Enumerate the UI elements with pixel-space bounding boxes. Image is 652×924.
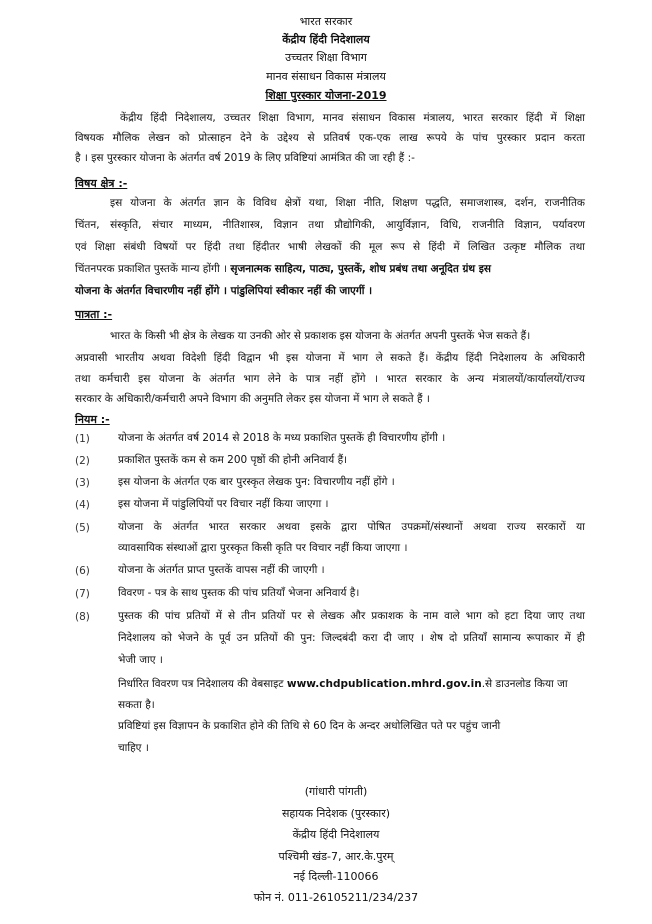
intro-line-2: विषयक मौलिक लेखन को प्रोत्साहन देने के उद्देश्य से प्रतिवर्ष एक-एक लाख रूपये के पांच पुरस्कार प्रदान करता [75, 132, 585, 144]
phone-number: फोन नं. 011-26105211/234/237 [253, 891, 419, 904]
rule-number: (3) [75, 477, 90, 489]
eligibility-line-1: भारत के किसी भी क्षेत्र के लेखक या उनकी ओर से प्रकाशक इस योजना के अंतर्गत अपनी पुस्तकें भेज सकते हैं। [110, 330, 531, 342]
eligibility-line-4: सरकार के अधिकारी/कर्मचारी अपने विभाग की अनुमति लेकर इस योजना में भाग ले सकते हैं । [75, 393, 430, 405]
document-title: शिक्षा पुरस्कार योजना-2019 [265, 89, 387, 102]
eligibility-line-3: तथा कर्मचारी इस योजना के अंतर्गत भाग लेने के पात्र नहीं होंगे । भारत सरकार के अन्य मंत्रालयों/कार्यालयों/राज्य [75, 373, 585, 385]
rule-text: योजना के अंतर्गत वर्ष 2014 से 2018 के मध्य प्रकाशित पुस्तकें ही विचारणीय होंगी । [118, 432, 446, 444]
rule-text: इस योजना में पांडुलिपियों पर विचार नहीं किया जाएगा । [118, 498, 329, 510]
website-link[interactable]: www.chdpublication.mhrd.gov.in [286, 678, 482, 690]
rule-text: भेजी जाए । [118, 654, 163, 666]
rule-text: व्यावसायिक संस्थाओं द्वारा पुरस्कृत किसी कृति पर विचार नहीं किया जाएगा । [118, 542, 408, 554]
rule-number: (8) [75, 611, 90, 623]
rule-text: योजना के अंतर्गत भारत सरकार अथवा इसके द्वारा पोषित उपक्रमों/संस्थानों अथवा राज्य सरकारों या [118, 521, 585, 533]
signatory-name: (गांधारी पांगती) [304, 785, 368, 798]
signatory-office: केंद्रीय हिंदी निदेशालय [292, 828, 380, 841]
header-department: उच्चतर शिक्षा विभाग [285, 51, 367, 64]
subject-line-4-plain: चिंतनपरक प्रकाशित पुस्तकें मान्य होंगी । [75, 263, 228, 275]
signatory-designation: सहायक निदेशक (पुरस्कार) [281, 807, 391, 820]
rule-number: (6) [75, 565, 90, 577]
rule-text: प्रकाशित पुस्तकें कम से कम 200 पृष्ठों की होनी अनिवार्य हैं। [118, 454, 348, 466]
rule-text: विवरण - पत्र के साथ पुस्तक की पांच प्रतियाँ भेजना अनिवार्य है। [118, 587, 360, 599]
deadline-line-1: प्रविष्टियां इस विज्ञापन के प्रकाशित होने की तिथि से 60 दिन के अन्दर अधोलिखित पते पर पहुंच जानी [118, 720, 501, 732]
intro-line-1: केंद्रीय हिंदी निदेशालय, उच्चतर शिक्षा विभाग, मानव संसाधन विकास मंत्रालय, भारत सरकार हिंदी में शिक्षा [120, 112, 585, 124]
subject-line-2: चिंतन, संस्कृति, संचार माध्यम, नीतिशास्त्र, विज्ञान तथा प्रौद्योगिकी, आयुर्विज्ञान, विधि, राजनीति विज्ञान, पर्यावरण [75, 219, 585, 231]
section-heading-rules: नियम :- [75, 413, 110, 426]
rule-text: इस योजना के अंतर्गत एक बार पुरस्कृत लेखक पुन: विचारणीय नहीं होंगे । [118, 476, 395, 488]
rule-number: (2) [75, 455, 90, 467]
deadline-line-2: चाहिए । [118, 742, 149, 754]
rule-text: निदेशालय को भेजने के पूर्व उन प्रतियों की पुन: जिल्दबंदी करा दी जाए । शेष दो प्रतियाँ सामान्य रूपाकार में ही [118, 632, 585, 644]
download-line [118, 677, 568, 691]
eligibility-line-2: अप्रवासी भारतीय अथवा विदेशी हिंदी विद्वान भी इस योजना में भाग ले सकते हैं। केंद्रीय हिंदी निदेशालय के अधिकारी [75, 352, 585, 364]
rule-number: (1) [75, 433, 90, 445]
subject-line-4 [75, 262, 491, 276]
header-ministry: मानव संसाधन विकास मंत्रालय [266, 70, 386, 83]
intro-line-3: है । इस पुरस्कार योजना के अंतर्गत वर्ष 2019 के लिए प्रविष्टियां आमंत्रित की जा रही हैं :- [75, 152, 415, 164]
section-heading-subject: विषय क्षेत्र :- [75, 177, 128, 190]
rule-text: पुस्तक की पांच प्रतियों में से तीन प्रतियों पर से लेखक और प्रकाशक के नाम वाले भाग को हटा दिया जाए तथा [118, 610, 585, 622]
rule-text: योजना के अंतर्गत प्राप्त पुस्तकें वापस नहीं की जाएगी । [118, 564, 325, 576]
subject-line-3: एवं शिक्षा संबंधी विषयों पर हिंदी तथा हिंदीतर भाषी लेखकों की मूल रूप से हिंदी में लिखित उत्कृष्ट मौलिक तथा [75, 241, 585, 253]
section-heading-eligibility: पात्रता :- [75, 308, 113, 321]
rule-number: (7) [75, 588, 90, 600]
rule-number: (4) [75, 499, 90, 511]
download-text: निर्धारित विवरण पत्र निदेशालय की वेबसाइट [118, 678, 284, 690]
address-line-2: नई दिल्ली-110066 [293, 870, 379, 883]
subject-line-1: इस योजना के अंतर्गत ज्ञान के विविध क्षेत्रों यथा, शिक्षा नीति, शिक्षण पद्धति, समाजशास्त्र, दर्शन, राजनीतिक [110, 197, 585, 209]
subject-exclusions-line-2: योजना के अंतर्गत विचारणीय नहीं होंगे । पांडुलिपियां स्वीकार नहीं की जाएगीं । [75, 285, 373, 297]
download-line-2: सकता है। [118, 699, 155, 711]
rule-number: (5) [75, 522, 90, 534]
subject-exclusions: सृजनात्मक साहित्य, पाठ्य, पुस्तकें, शोध प्रबंध तथा अनूदित ग्रंथ इस [230, 263, 492, 275]
header-govt: भारत सरकार [299, 15, 353, 28]
header-directorate: केंद्रीय हिंदी निदेशालय [282, 33, 370, 46]
download-text-tail: .से डाउनलोड किया जा [481, 678, 568, 690]
address-line-1: पश्चिमी खंड-7, आर.के.पुरम् [278, 850, 394, 863]
